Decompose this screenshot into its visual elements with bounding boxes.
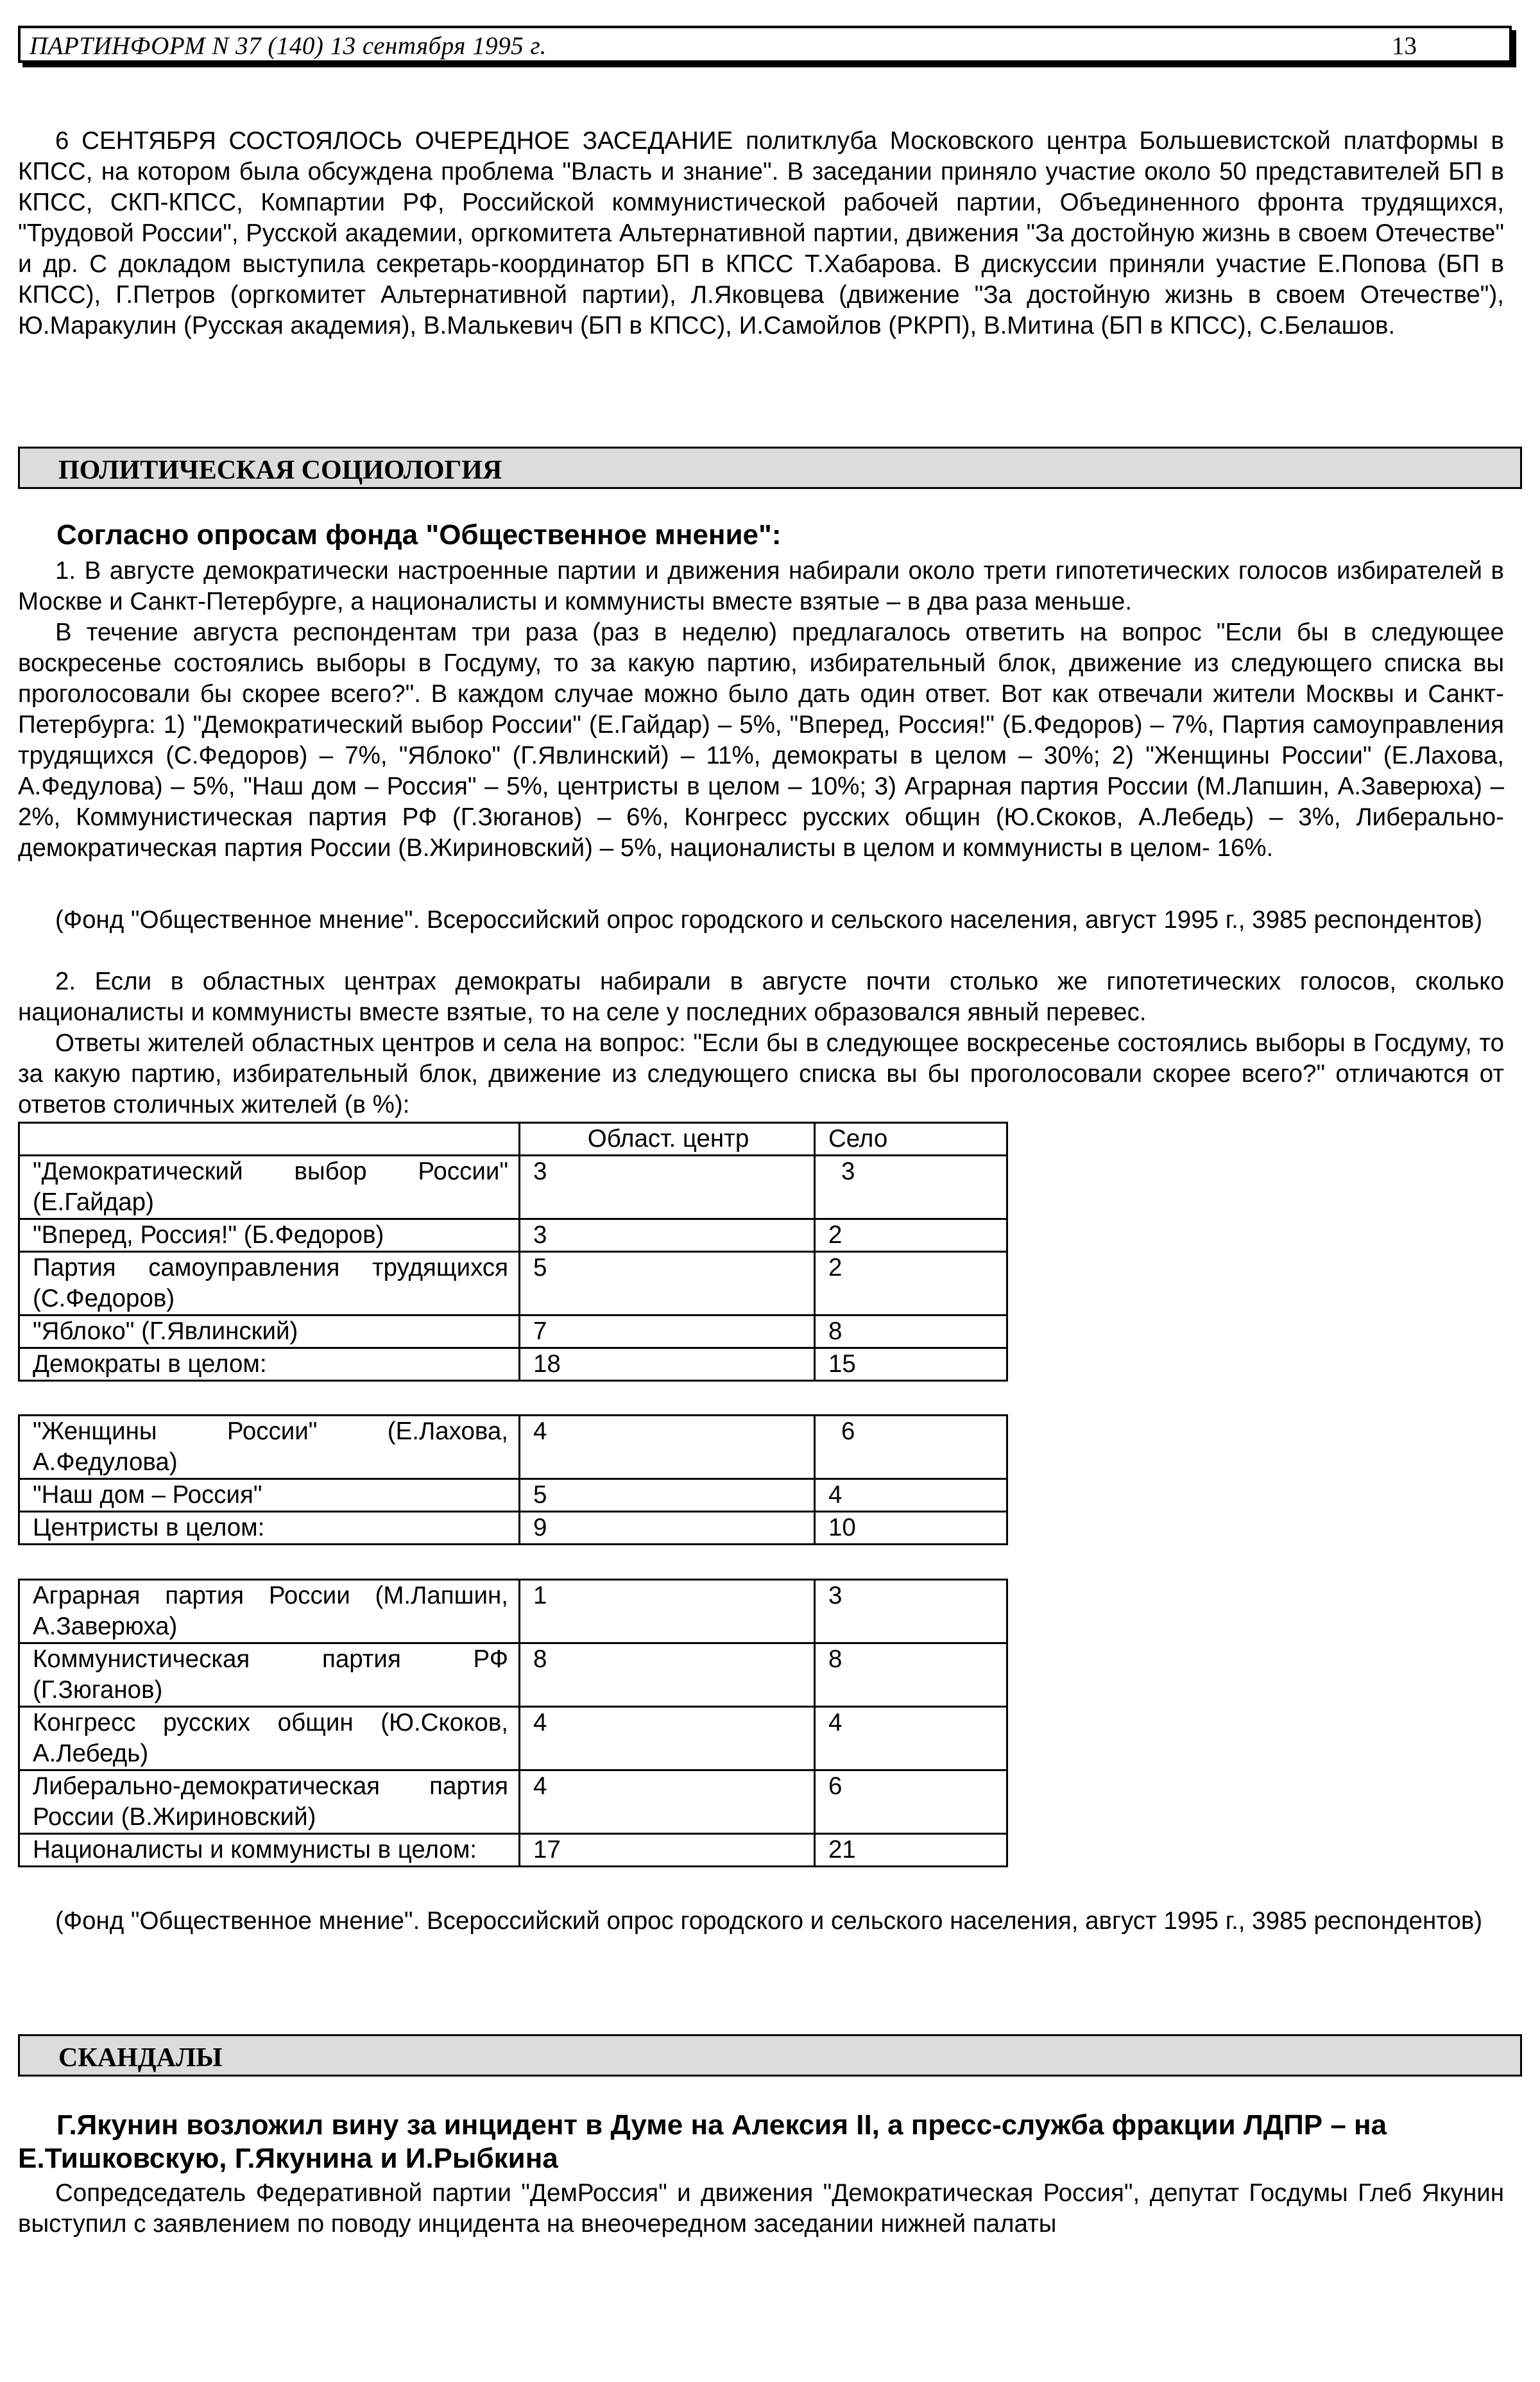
sociology-paragraph-2: В течение августа респондентам три раза (раз в неделю) предлагалось ответить на вопрос "Если бы в следующее воскресенье состоялись выборы в Госдуму, то за какую партию, избирательный блок, движение из следующего списка вы проголосовали бы скорее всего?". В каждом случае можно было дать один ответ. Вот как отвечали жители Москвы и Санкт-Петербурга: 1) "Демократический выбор России" (Е.Гайдар) – 5%, "Вперед, Россия!" (Б.Федоров) – 7%, Партия самоуправления трудящихся (С.Федоров) – 7%, "Яблоко" (Г.Явлинский) – 11%, демократы в целом – 30%; 2) "Женщины России" (Е.Лахова, А.Федулова) – 5%, "Наш дом – Россия" – 5%, центристы в целом – 10%; 3) Аграрная партия России (М.Лапшин, А.Заверюха) – 2%, Коммунистическая партия РФ (Г.Зюганов) – 6%, Конгресс русских общин (Ю.Скоков, А.Лебедь) – 3%, Либерально-демократическая партия России (В.Жириновский) – 5%, националисты в целом и коммунисты в целом- 16%. — [18, 619, 1504, 862]
regional-cell: 3 — [520, 1156, 815, 1219]
table-row-total — [19, 1348, 1007, 1381]
party-cell: "Яблоко" (Г.Явлинский) — [19, 1315, 520, 1348]
section-heading-scandals — [18, 2034, 1522, 2077]
poll-table-democrats — [18, 1122, 1008, 1382]
rural-cell: 2 — [815, 1219, 1007, 1252]
sociology-source-1: (Фонд "Общественное мнение". Всероссийский опрос городского и сельского населения, август 1995 г., 3985 респондентов) — [55, 906, 1483, 934]
poll-table-nationalists — [18, 1579, 1008, 1867]
rural-cell: 4 — [815, 1479, 1007, 1512]
rural-cell: 2 — [815, 1252, 1007, 1315]
sociology-paragraph-1: 1. В августе демократически настроенные партии и движения набирали около трети гипотетических голосов избирателей в Москве и Санкт-Петербурге, а националисты и коммунисты вместе взятые – в два раза меньше. — [18, 557, 1504, 615]
scandals-paragraph: Сопредседатель Федеративной партии "ДемРоссия" и движения "Демократическая Россия", депутат Госдумы Глеб Якунин выступил с заявлением по поводу инцидента на внеочередном заседании нижней палаты — [18, 2179, 1504, 2238]
sociology-paragraph-3: 2. Если в областных центрах демократы набирали в августе почти столько же гипотетических голосов, сколько националисты и коммунисты вместе взятые, то на селе у последних образовался явный перевес. — [18, 968, 1504, 1026]
regional-cell: 9 — [520, 1512, 815, 1545]
table-row — [19, 1315, 1007, 1348]
party-cell: "Наш дом – Россия" — [19, 1479, 520, 1512]
party-cell: "Женщины России" (Е.Лахова, А.Федулова) — [19, 1416, 520, 1479]
regional-cell: 5 — [520, 1252, 815, 1315]
table-row — [19, 1156, 1007, 1219]
party-cell: Демократы в целом: — [19, 1348, 520, 1381]
rural-cell: 8 — [815, 1643, 1007, 1707]
table-row — [19, 1252, 1007, 1315]
party-cell: Коммунистическая партия РФ (Г.Зюганов) — [19, 1643, 520, 1707]
regional-cell: 3 — [520, 1219, 815, 1252]
regional-cell: 17 — [520, 1834, 815, 1867]
party-cell: "Демократический выбор России" (Е.Гайдар) — [19, 1156, 520, 1219]
rural-cell: 3 — [815, 1156, 1007, 1219]
page-number: 13 — [1392, 32, 1417, 60]
running-header — [18, 26, 1512, 63]
section-title: СКАНДАЛЫ — [58, 2043, 223, 2073]
regional-cell: 4 — [520, 1416, 815, 1479]
sociology-paragraph-4: Ответы жителей областных центров и села на вопрос: "Если бы в следующее воскресенье состоялись выборы в Госдуму, то за какую партию, избирательный блок, движение из следующего списка вы бы проголосовали скорее всего?" отличаются от ответов столичных жителей (в %): — [18, 1029, 1504, 1118]
rural-cell: 10 — [815, 1512, 1007, 1545]
section-title: ПОЛИТИЧЕСКАЯ СОЦИОЛОГИЯ — [58, 456, 502, 485]
table-header-regional: Област. центр — [520, 1123, 815, 1156]
rural-cell: 6 — [815, 1770, 1007, 1834]
table-row-total — [19, 1834, 1007, 1867]
table-row — [19, 1416, 1007, 1479]
regional-cell: 5 — [520, 1479, 815, 1512]
scandals-headline: Г.Якунин возложил вину за инцидент в Думе на Алексия II, а пресс-служба фракции ЛДПР – на Е.Тишковскую, Г.Якунина и И.Рыбкина — [18, 2109, 1387, 2174]
party-cell: Националисты и коммунисты в целом: — [19, 1834, 520, 1867]
party-cell: Центристы в целом: — [19, 1512, 520, 1545]
table-header-row — [19, 1123, 1007, 1156]
section-heading-sociology — [18, 447, 1522, 489]
table-row — [19, 1479, 1007, 1512]
regional-cell: 1 — [520, 1580, 815, 1643]
regional-cell: 4 — [520, 1770, 815, 1834]
table-header-party — [19, 1123, 520, 1156]
table-row — [19, 1707, 1007, 1770]
party-cell: Конгресс русских общин (Ю.Скоков, А.Лебедь) — [19, 1707, 520, 1770]
table-header-rural: Село — [815, 1123, 1007, 1156]
intro-paragraph: 6 СЕНТЯБРЯ СОСТОЯЛОСЬ ОЧЕРЕДНОЕ ЗАСЕДАНИЕ политклуба Московского центра Большевистской платформы в КПСС, на котором была обсуждена проблема "Власть и знание". В заседании приняло участие около 50 представителей БП в КПСС, СКП-КПСС, Компартии РФ, Российской коммунистической рабочей партии, Объединенного фронта трудящихся, "Трудовой России", Русской академии, оргкомитета Альтернативной партии, движения "За достойную жизнь в своем Отечестве" и др. С докладом выступила секретарь-координатор БП в КПСС Т.Хабарова. В дискуссии приняли участие Е.Попова (БП в КПСС), Г.Петров (оргкомитет Альтернативной партии), Л.Яковцева (движение "За достойную жизнь в своем Отечестве"), Ю.Маракулин (Русская академия), В.Малькевич (БП в КПСС), И.Самойлов (РКРП), В.Митина (БП в КПСС), С.Белашов. — [18, 127, 1504, 339]
rural-cell: 15 — [815, 1348, 1007, 1381]
regional-cell: 8 — [520, 1643, 815, 1707]
rural-cell: 6 — [815, 1416, 1007, 1479]
regional-cell: 4 — [520, 1707, 815, 1770]
party-cell: Аграрная партия России (М.Лапшин, А.Заверюха) — [19, 1580, 520, 1643]
party-cell: Партия самоуправления трудящихся (С.Федоров) — [19, 1252, 520, 1315]
rural-cell: 8 — [815, 1315, 1007, 1348]
rural-cell: 3 — [815, 1580, 1007, 1643]
table-row — [19, 1643, 1007, 1707]
rural-cell: 21 — [815, 1834, 1007, 1867]
regional-cell: 7 — [520, 1315, 815, 1348]
sociology-source-2: (Фонд "Общественное мнение". Всероссийский опрос городского и сельского населения, август 1995 г., 3985 респондентов) — [55, 1907, 1483, 1935]
table-row-total — [19, 1512, 1007, 1545]
party-cell: "Вперед, Россия!" (Б.Федоров) — [19, 1219, 520, 1252]
rural-cell: 4 — [815, 1707, 1007, 1770]
table-row — [19, 1580, 1007, 1643]
poll-table-centrists — [18, 1414, 1008, 1545]
publication-title: ПАРТИНФОРМ N 37 (140) 13 сентября 1995 г. — [30, 32, 547, 60]
party-cell: Либерально-демократическая партия России (В.Жириновский) — [19, 1770, 520, 1834]
regional-cell: 18 — [520, 1348, 815, 1381]
table-row — [19, 1770, 1007, 1834]
sociology-subtitle: Согласно опросам фонда "Общественное мнение": — [56, 519, 782, 551]
table-row — [19, 1219, 1007, 1252]
